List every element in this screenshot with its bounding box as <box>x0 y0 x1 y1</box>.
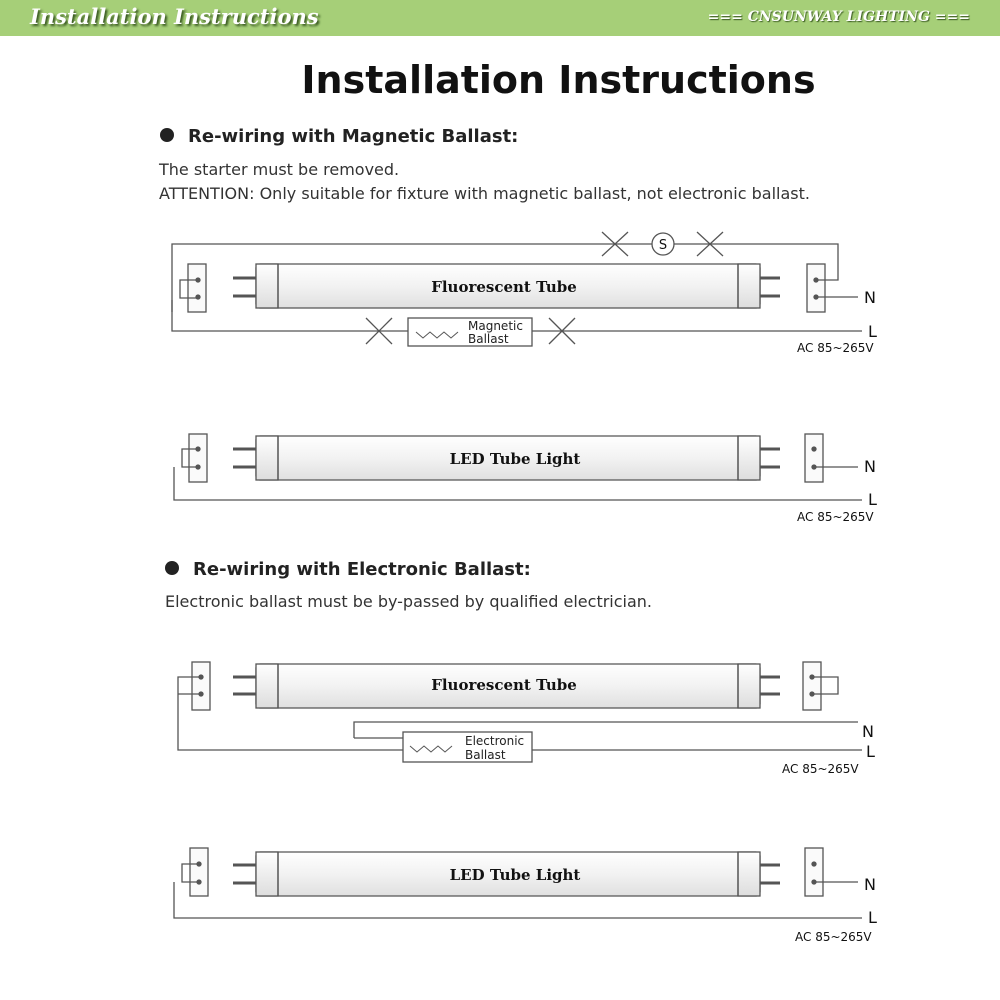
lamp-holder-right <box>803 662 821 710</box>
voltage-label: AC 85~265V <box>797 510 874 524</box>
lamp-holder-left <box>189 434 207 482</box>
live-label: L <box>868 490 877 509</box>
note-starter: The starter must be removed. <box>159 160 400 179</box>
banner-title: Installation Instructions <box>30 4 319 29</box>
voltage-label: AC 85~265V <box>782 762 859 776</box>
section-heading-text: Re-wiring with Magnetic Ballast: <box>188 126 519 147</box>
voltage-label: AC 85~265V <box>795 930 872 944</box>
live-label: L <box>866 742 875 761</box>
neutral-label: N <box>864 875 876 894</box>
section-heading-text: Re-wiring with Electronic Ballast: <box>193 559 531 580</box>
neutral-label: N <box>862 722 874 741</box>
lamp-holder-right <box>807 264 825 312</box>
lamp-holder-left <box>188 264 206 312</box>
ballast-label-1: Magnetic <box>468 319 523 333</box>
lamp-holder-right <box>805 434 823 482</box>
live-label: L <box>868 908 877 927</box>
ballast-label-2: Ballast <box>468 332 509 346</box>
tube-cap-right <box>738 664 760 708</box>
banner-brand: === CNSUNWAY LIGHTING === <box>707 9 970 25</box>
voltage-label: AC 85~265V <box>797 341 874 355</box>
tube-cap-left <box>256 852 278 896</box>
starter-label: S <box>658 238 668 253</box>
page-title: Installation Instructions <box>301 58 816 102</box>
tube-cap-right <box>738 436 760 480</box>
tube-cap-left <box>256 264 278 308</box>
note-bypass: Electronic ballast must be by-passed by qualified electrician. <box>165 592 653 611</box>
lamp-holder-left <box>192 662 210 710</box>
ballast-label-2: Ballast <box>465 748 506 762</box>
note-attention: ATTENTION: Only suitable for fixture with magnetic ballast, not electronic ballast. <box>159 184 810 203</box>
tube-cap-right <box>738 264 760 308</box>
tube-cap-left <box>256 664 278 708</box>
neutral-label: N <box>864 457 876 476</box>
lamp-holder-left <box>190 848 208 896</box>
live-label: L <box>868 322 877 341</box>
tube-label: Fluorescent Tube <box>431 676 577 694</box>
neutral-label: N <box>864 288 876 307</box>
ballast-label-1: Electronic <box>465 734 525 748</box>
tube-label: Fluorescent Tube <box>431 278 577 296</box>
tube-label: LED Tube Light <box>449 450 581 468</box>
tube-cap-right <box>738 852 760 896</box>
tube-label: LED Tube Light <box>449 866 581 884</box>
tube-cap-left <box>256 436 278 480</box>
lamp-holder-right <box>805 848 823 896</box>
